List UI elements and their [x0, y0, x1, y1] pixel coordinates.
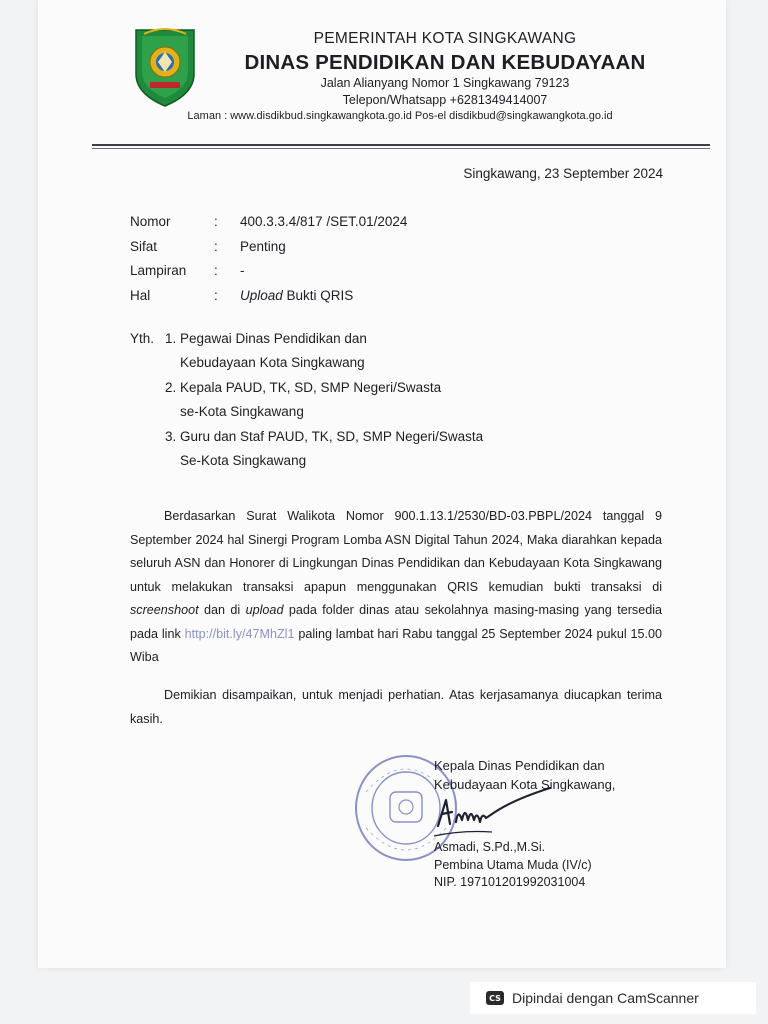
agency-address: Jalan Alianyang Nomor 1 Singkawang 79123	[320, 76, 570, 90]
closing-paragraph	[130, 683, 662, 731]
recipient-line: se-Kota Singkawang	[180, 404, 304, 419]
meta-colon: :	[214, 238, 218, 254]
upload-link[interactable]: http://bit.ly/47MhZl1	[184, 626, 295, 641]
city-coat-of-arms-icon	[130, 22, 200, 108]
meta-label: Sifat	[130, 238, 158, 254]
body-text-segment: Berdasarkan Surat Walikota Nomor 900.1.13.1/2530/BD-03.PBPL/2024 tanggal 9 September 2024 hal Sinergi Program Lomba ASN Digital Tahun 2024, Maka diarahkan kepada seluruh ASN dan Honorer di Lingkungan Dinas Pendidikan dan Kebudayaan Kota Singkawang untuk melakukan transaksi apapun menggunakan QRIS kemudian bukti transaksi di	[130, 509, 662, 594]
meta-colon: :	[214, 263, 218, 278]
meta-colon: :	[214, 214, 218, 229]
recipient-line: Kebudayaan Kota Singkawang	[180, 355, 365, 370]
signatory-title-line: Kebudayaan Kota Singkawang,	[434, 777, 616, 792]
agency-web-email: Laman : www.disdikbud.singkawangkota.go.id Pos-el disdikbud@singkawangkota.go.id	[187, 110, 613, 122]
meta-label: Hal	[130, 287, 151, 303]
letterhead-divider-thin	[92, 148, 710, 149]
closing-text: Demikian disampaikan, untuk menjadi perhatian. Atas kerjasamanya diucapkan terima kasih.	[130, 688, 662, 726]
signatory-nip: NIP. 197101201992031004	[434, 875, 586, 889]
meta-value: -	[240, 263, 245, 278]
agency-phone: Telepon/Whatsapp +6281349414007	[342, 93, 548, 107]
signatory-details	[434, 839, 592, 892]
camscanner-badge	[470, 982, 756, 1014]
meta-label: Nomor	[130, 214, 171, 229]
body-text-segment: pada folder dinas atau sekolahnya masing-masing yang tersedia pada link	[130, 603, 663, 641]
body-italic-segment: screenshoot	[130, 603, 199, 617]
recipient-number: 3.	[165, 429, 177, 444]
government-name: PEMERINTAH KOTA SINGKAWANG	[313, 30, 577, 47]
letter-date: Singkawang, 23 September 2024	[463, 166, 663, 181]
letter-body	[130, 505, 662, 670]
recipient-line: Se-Kota Singkawang	[180, 453, 307, 468]
recipients-heading: Yth.	[130, 331, 155, 346]
meta-value: Penting	[240, 238, 286, 254]
recipient-line: Pegawai Dinas Pendidikan dan	[180, 331, 367, 346]
body-text-segment: dan di	[198, 603, 246, 617]
signatory-title-line: Kepala Dinas Pendidikan dan	[434, 758, 605, 773]
signatory-name: Asmadi, S.Pd.,M.Si.	[434, 840, 546, 854]
meta-colon: :	[214, 287, 218, 303]
signatory-rank: Pembina Utama Muda (IV/c)	[434, 857, 592, 872]
camscanner-text: Dipindai dengan CamScanner	[512, 990, 699, 1006]
meta-value: 400.3.3.4/817 /SET.01/2024	[240, 214, 408, 229]
body-text-segment: paling lambat hari Rabu tanggal 25 September 2024 pukul 15.00 Wiba	[130, 626, 662, 664]
body-italic-segment: upload	[245, 603, 284, 617]
meta-value-subject	[240, 288, 353, 303]
handwritten-signature-icon	[432, 786, 562, 840]
subject-rest: Bukti QRIS	[282, 287, 354, 303]
recipient-number: 2.	[165, 380, 177, 395]
subject-italic: Upload	[240, 287, 283, 303]
recipient-line: Kepala PAUD, TK, SD, SMP Negeri/Swasta	[180, 380, 442, 395]
body-paragraph	[130, 505, 662, 670]
meta-label: Lampiran	[130, 263, 187, 278]
camscanner-logo-icon: CS	[486, 991, 504, 1005]
letterhead-divider-thick	[92, 144, 710, 146]
agency-name: DINAS PENDIDIKAN DAN KEBUDAYAAN	[244, 51, 646, 74]
recipient-line: Guru dan Staf PAUD, TK, SD, SMP Negeri/Swasta	[180, 429, 484, 444]
recipient-number: 1.	[165, 331, 177, 346]
